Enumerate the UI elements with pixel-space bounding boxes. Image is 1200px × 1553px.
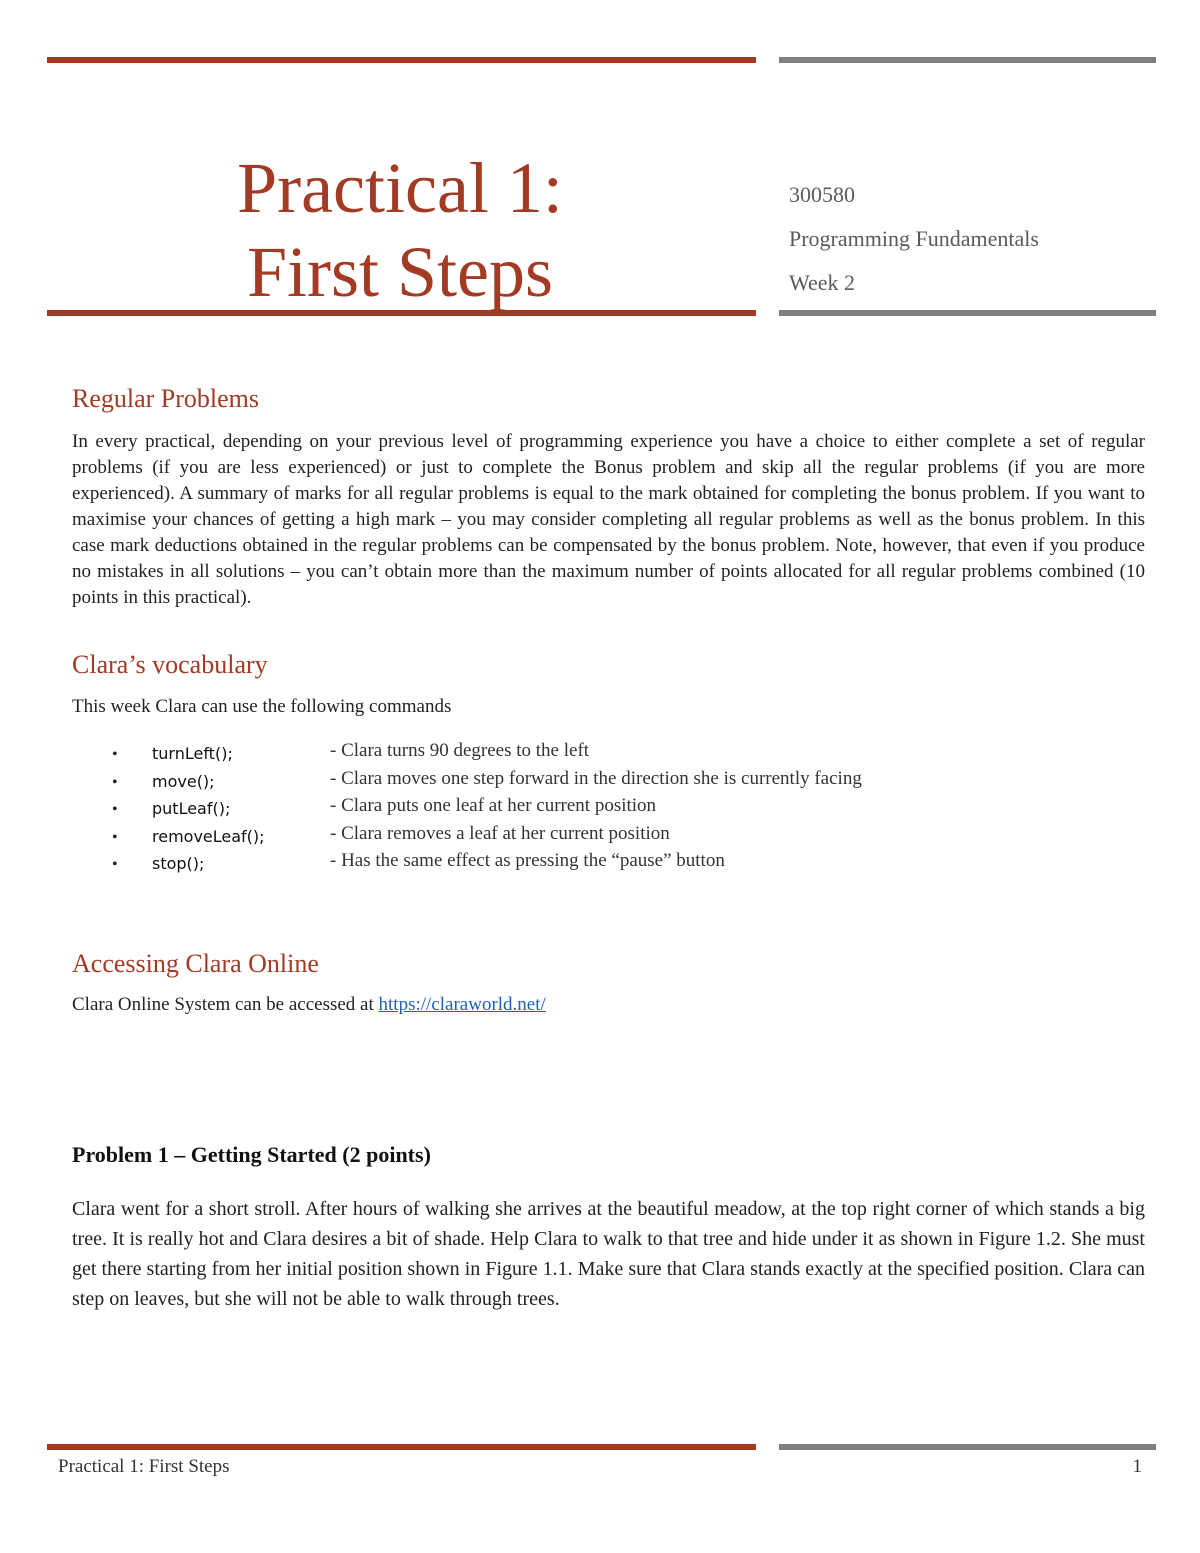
command-description: - Clara removes a leaf at her current position	[330, 822, 670, 844]
command-description: - Has the same effect as pressing the “pause” button	[330, 850, 725, 871]
command-code: removeLeaf();	[152, 826, 265, 846]
command-description: - Clara puts one leaf at her current position	[330, 795, 657, 816]
command-item	[112, 850, 1012, 878]
footer-rule-gray	[779, 1444, 1156, 1450]
claraworld-link[interactable]: https://claraworld.net/	[378, 994, 546, 1015]
course-week: Week 2	[789, 270, 856, 295]
command-list	[112, 740, 1012, 878]
command-item	[112, 823, 1012, 851]
command-item	[112, 740, 1012, 768]
page-number: 1	[1132, 1456, 1142, 1477]
bullet-icon: •	[112, 773, 118, 791]
command-code: turnLeft();	[152, 744, 233, 763]
command-code: move();	[152, 771, 215, 791]
command-item	[112, 768, 1012, 796]
course-name: Programming Fundamentals	[789, 226, 1039, 251]
footer-title: Practical 1: First Steps	[58, 1456, 230, 1477]
regular-problems-body	[72, 429, 1145, 611]
footer-rule-red	[47, 1444, 756, 1450]
accessing-heading: Accessing Clara Online	[72, 949, 319, 978]
problem-1-heading: Problem 1 – Getting Started (2 points)	[72, 1142, 431, 1167]
course-meta	[789, 178, 1039, 310]
title-line-2: First Steps	[246, 232, 554, 312]
accessing-line	[72, 994, 546, 1016]
header-top-rule-red	[47, 57, 756, 63]
command-description: - Clara moves one step forward in the direction she is currently facing	[330, 767, 862, 789]
document-title	[130, 146, 670, 314]
bullet-icon: •	[112, 746, 118, 763]
command-code: stop();	[152, 854, 205, 873]
regular-problems-heading: Regular Problems	[72, 384, 260, 413]
bullet-icon: •	[112, 856, 118, 873]
regular-problems-text: In every practical, depending on your previous level of programming experience you have a choice to either complete a set of regular problems (if you are less experienced) or just to complete the Bonus problem and skip all the regular problems (if you are more experienced). A summary of marks for all regular problems is equal to the mark obtained for completing the bonus problem. If you want to maximise your chances of getting a high mark – you may consider completing all regular problems as well as the bonus problem. In this case mark deductions obtained in the regular problems can be compensated by the bonus problem. Note, however, that even if you produce no mistakes in all solutions – you can’t obtain more than the maximum number of points allocated for all regular problems combined (10 points in this practical).	[72, 431, 1145, 608]
header-top-rule-gray	[779, 57, 1156, 63]
command-code: putLeaf();	[152, 799, 231, 818]
bullet-icon: •	[112, 801, 118, 818]
accessing-text: Clara Online System can be accessed at	[72, 994, 379, 1015]
vocabulary-heading: Clara’s vocabulary	[72, 650, 268, 679]
problem-1-body	[72, 1194, 1145, 1314]
course-code: 300580	[789, 182, 855, 207]
vocabulary-intro: This week Clara can use the following commands	[72, 696, 452, 717]
command-description: - Clara turns 90 degrees to the left	[330, 740, 590, 761]
header-bottom-rule-gray	[779, 310, 1156, 316]
problem-1-text: Clara went for a short stroll. After hours of walking she arrives at the beautiful meadow, at the top right corner of which stands a big tree. It is really hot and Clara desires a bit of shade. Help Clara to walk to that tree and hide under it as shown in Figure 1.2. She must get there starting from her initial position shown in Figure 1.1. Make sure that Clara stands exactly at the specified position. Clara can step on leaves, but she will not be able to walk through trees.	[72, 1198, 1145, 1310]
title-line-1: Practical 1:	[237, 148, 563, 228]
bullet-icon: •	[112, 828, 118, 846]
command-item	[112, 795, 1012, 823]
